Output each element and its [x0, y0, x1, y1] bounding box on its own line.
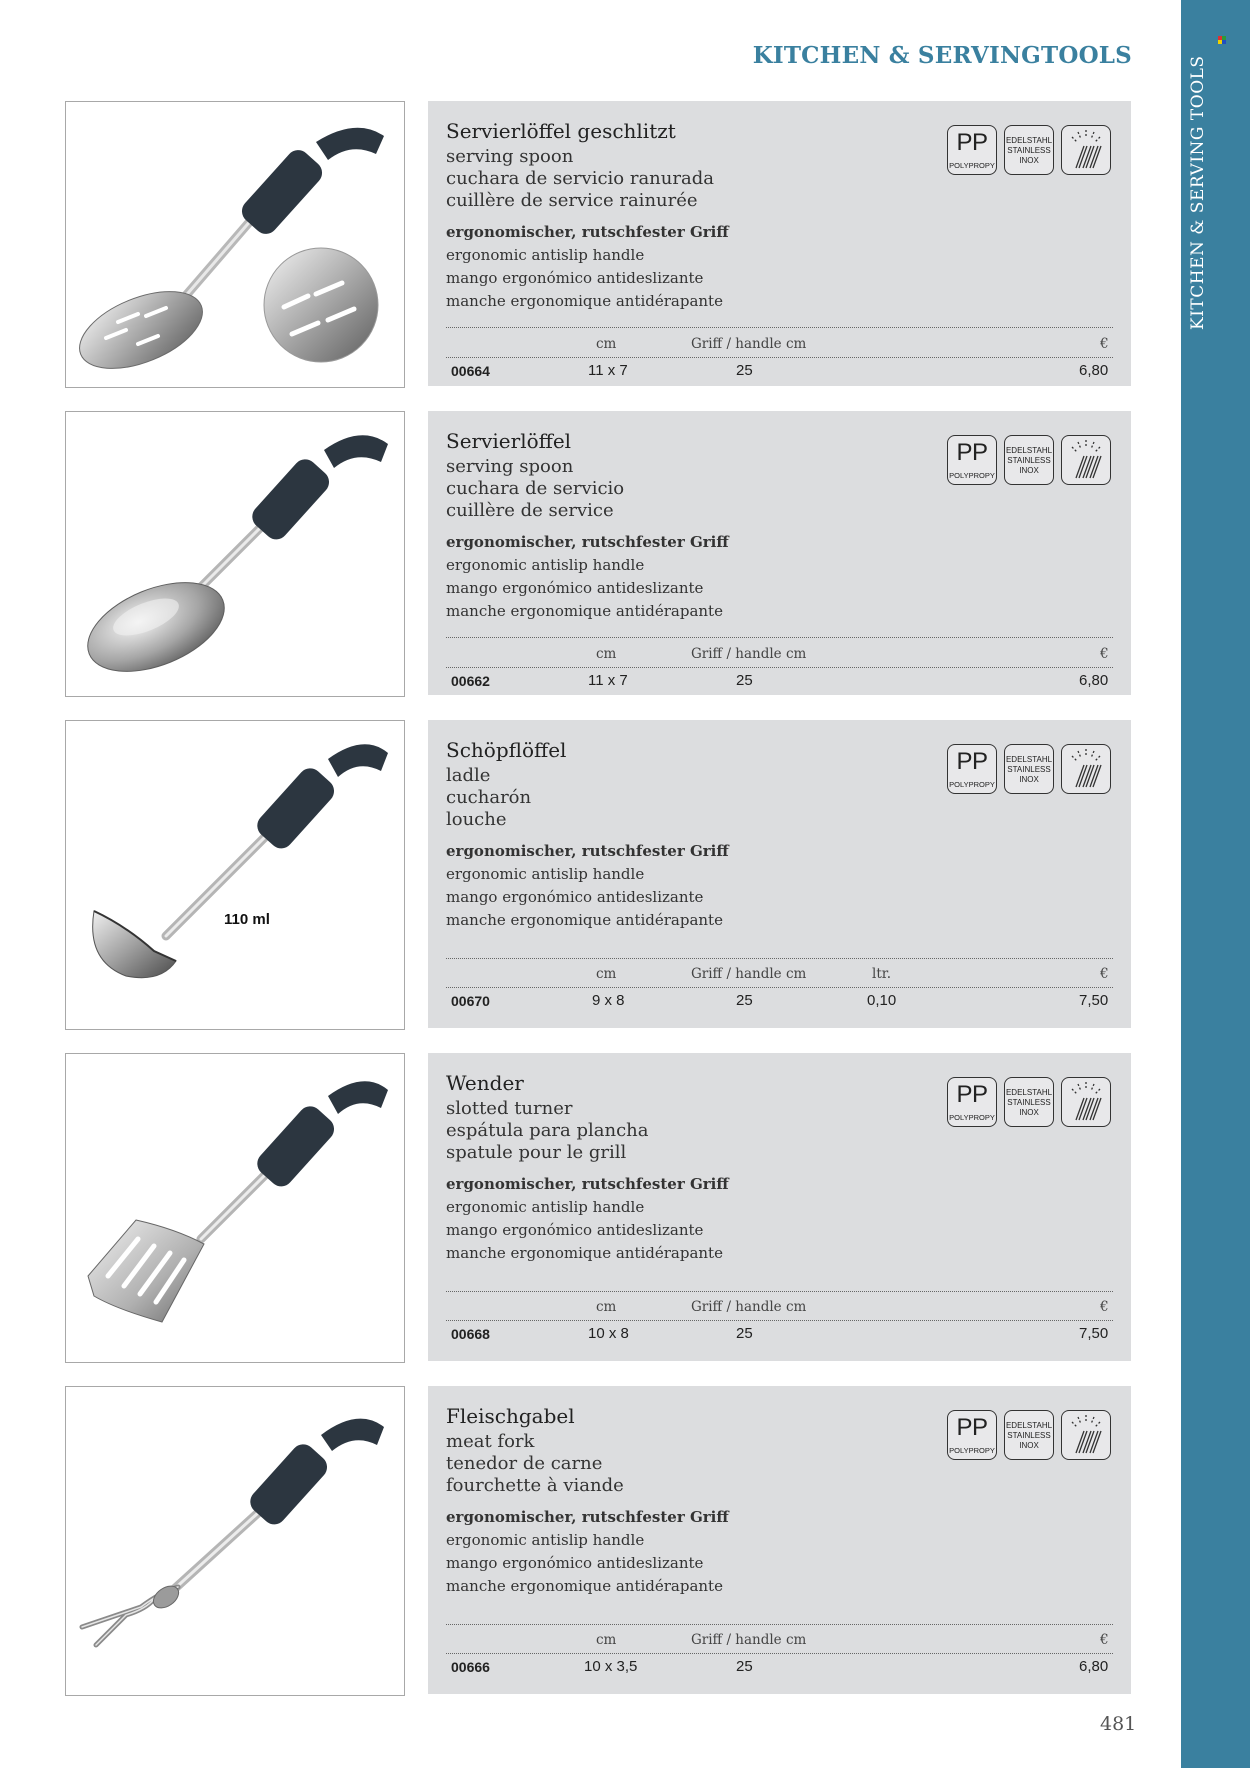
handle-length: 25: [736, 1658, 753, 1675]
handle-header: Griff / handle cm: [691, 1299, 807, 1315]
product-name-fr: fourchette à viande: [446, 1475, 624, 1496]
product-price: 7,50: [1079, 1325, 1109, 1342]
product-name: Wender: [446, 1071, 524, 1095]
print-color-marks: [1218, 36, 1228, 44]
dishwasher-safe-icon: [1061, 1077, 1111, 1127]
price-header: €: [1100, 1299, 1109, 1315]
dishwasher-safe-icon: [1061, 125, 1111, 175]
price-header: €: [1100, 1632, 1109, 1648]
product-code: 00668: [451, 1326, 490, 1342]
product-name-es: cucharón: [446, 787, 532, 808]
product-code: 00670: [451, 993, 490, 1009]
product-name-fr: spatule pour le grill: [446, 1142, 627, 1163]
product-name-es: tenedor de carne: [446, 1453, 603, 1474]
polypropylene-icon: PP POLYPROPY: [947, 435, 997, 485]
feature-fr: manche ergonomique antidérapante: [446, 1244, 723, 1262]
product-name-en: serving spoon: [446, 456, 574, 477]
product-name: Servierlöffel: [446, 429, 572, 453]
price-header: €: [1100, 646, 1109, 662]
product-price: 6,80: [1079, 672, 1109, 689]
dishwasher-safe-icon: [1061, 435, 1111, 485]
feature-fr: manche ergonomique antidérapante: [446, 1577, 723, 1595]
product-name-en: slotted turner: [446, 1098, 573, 1119]
product-code: 00664: [451, 363, 490, 379]
product-code: 00662: [451, 673, 490, 689]
table-divider: [446, 1653, 1113, 1654]
polypropylene-icon: PP POLYPROPY: [947, 125, 997, 175]
material-icons: [947, 125, 1115, 177]
handle-header: Griff / handle cm: [691, 336, 807, 352]
feature-fr: manche ergonomique antidérapante: [446, 911, 723, 929]
volume-header: ltr.: [872, 966, 892, 982]
stainless-steel-icon: EDELSTAHL STAINLESS INOX: [1004, 1077, 1054, 1127]
size-header: cm: [596, 966, 617, 982]
table-divider: [446, 1291, 1113, 1292]
table-divider: [446, 357, 1113, 358]
dishwasher-safe-icon: [1061, 744, 1111, 794]
handle-header: Griff / handle cm: [691, 646, 807, 662]
product-size: 9 x 8: [592, 992, 625, 1009]
material-icons: [947, 435, 1115, 487]
handle-header: Griff / handle cm: [691, 966, 807, 982]
product-size: 11 x 7: [588, 362, 628, 379]
feature-en: ergonomic antislip handle: [446, 246, 645, 264]
table-divider: [446, 637, 1113, 638]
size-header: cm: [596, 1299, 617, 1315]
table-divider: [446, 327, 1113, 328]
feature-es: mango ergonómico antideslizante: [446, 888, 704, 906]
product-image-serving-spoon: [65, 411, 405, 697]
handle-length: 25: [736, 992, 753, 1009]
product-name-en: meat fork: [446, 1431, 535, 1452]
stainless-steel-icon: EDELSTAHL STAINLESS INOX: [1004, 1410, 1054, 1460]
product-name-es: cuchara de servicio ranurada: [446, 168, 714, 189]
product-name-es: espátula para plancha: [446, 1120, 649, 1141]
feature-en: ergonomic antislip handle: [446, 1531, 645, 1549]
product-card: [428, 411, 1131, 695]
product-card: [428, 101, 1131, 386]
page-title: KITCHEN & SERVINGTOOLS: [752, 42, 1132, 69]
feature-de: ergonomischer, rutschfester Griff: [446, 1175, 729, 1193]
feature-es: mango ergonómico antideslizante: [446, 1221, 704, 1239]
handle-length: 25: [736, 672, 753, 689]
product-name-fr: cuillère de service: [446, 500, 614, 521]
material-icons: [947, 1077, 1115, 1129]
product-price: 6,80: [1079, 1658, 1109, 1675]
product-image-ladle: [65, 720, 405, 1030]
table-divider: [446, 958, 1113, 959]
product-name-en: serving spoon: [446, 146, 574, 167]
product-image-slotted-spoon: [65, 101, 405, 388]
feature-de: ergonomischer, rutschfester Griff: [446, 842, 729, 860]
price-header: €: [1100, 966, 1109, 982]
product-card: [428, 720, 1131, 1028]
handle-length: 25: [736, 362, 753, 379]
material-icons: [947, 1410, 1115, 1462]
product-size: 11 x 7: [588, 672, 628, 689]
product-volume: 0,10: [867, 992, 897, 1009]
size-header: cm: [596, 336, 617, 352]
product-price: 6,80: [1079, 362, 1109, 379]
feature-en: ergonomic antislip handle: [446, 556, 645, 574]
ladle-volume-label: 110 ml: [224, 911, 270, 928]
material-icons: [947, 744, 1115, 796]
product-code: 00666: [451, 1659, 490, 1675]
product-size: 10 x 3,5: [584, 1658, 638, 1675]
handle-header: Griff / handle cm: [691, 1632, 807, 1648]
polypropylene-icon: PP POLYPROPY: [947, 744, 997, 794]
product-name-fr: louche: [446, 809, 507, 830]
product-name: Fleischgabel: [446, 1404, 575, 1428]
product-name: Schöpflöffel: [446, 738, 567, 762]
size-header: cm: [596, 1632, 617, 1648]
feature-fr: manche ergonomique antidérapante: [446, 292, 723, 310]
stainless-steel-icon: EDELSTAHL STAINLESS INOX: [1004, 744, 1054, 794]
stainless-steel-icon: EDELSTAHL STAINLESS INOX: [1004, 435, 1054, 485]
product-image-slotted-turner: [65, 1053, 405, 1363]
feature-fr: manche ergonomique antidérapante: [446, 602, 723, 620]
price-header: €: [1100, 336, 1109, 352]
product-image-meat-fork: [65, 1386, 405, 1696]
feature-es: mango ergonómico antideslizante: [446, 579, 704, 597]
product-name: Servierlöffel geschlitzt: [446, 119, 676, 143]
feature-de: ergonomischer, rutschfester Griff: [446, 223, 729, 241]
feature-en: ergonomic antislip handle: [446, 1198, 645, 1216]
feature-de: ergonomischer, rutschfester Griff: [446, 1508, 729, 1526]
product-name-fr: cuillère de service rainurée: [446, 190, 698, 211]
table-divider: [446, 667, 1113, 668]
feature-en: ergonomic antislip handle: [446, 865, 645, 883]
product-card: [428, 1386, 1131, 1694]
page-number: 481: [1100, 1713, 1137, 1735]
table-divider: [446, 1624, 1113, 1625]
product-name-es: cuchara de servicio: [446, 478, 625, 499]
product-size: 10 x 8: [588, 1325, 629, 1342]
size-header: cm: [596, 646, 617, 662]
polypropylene-icon: PP POLYPROPY: [947, 1410, 997, 1460]
polypropylene-icon: PP POLYPROPY: [947, 1077, 997, 1127]
dishwasher-safe-icon: [1061, 1410, 1111, 1460]
product-name-en: ladle: [446, 765, 491, 786]
table-divider: [446, 1320, 1113, 1321]
stainless-steel-icon: EDELSTAHL STAINLESS INOX: [1004, 125, 1054, 175]
product-card: [428, 1053, 1131, 1361]
table-divider: [446, 987, 1113, 988]
product-price: 7,50: [1079, 992, 1109, 1009]
side-title: KITCHEN & SERVING TOOLS: [1188, 55, 1208, 330]
feature-es: mango ergonómico antideslizante: [446, 269, 704, 287]
feature-es: mango ergonómico antideslizante: [446, 1554, 704, 1572]
handle-length: 25: [736, 1325, 753, 1342]
feature-de: ergonomischer, rutschfester Griff: [446, 533, 729, 551]
